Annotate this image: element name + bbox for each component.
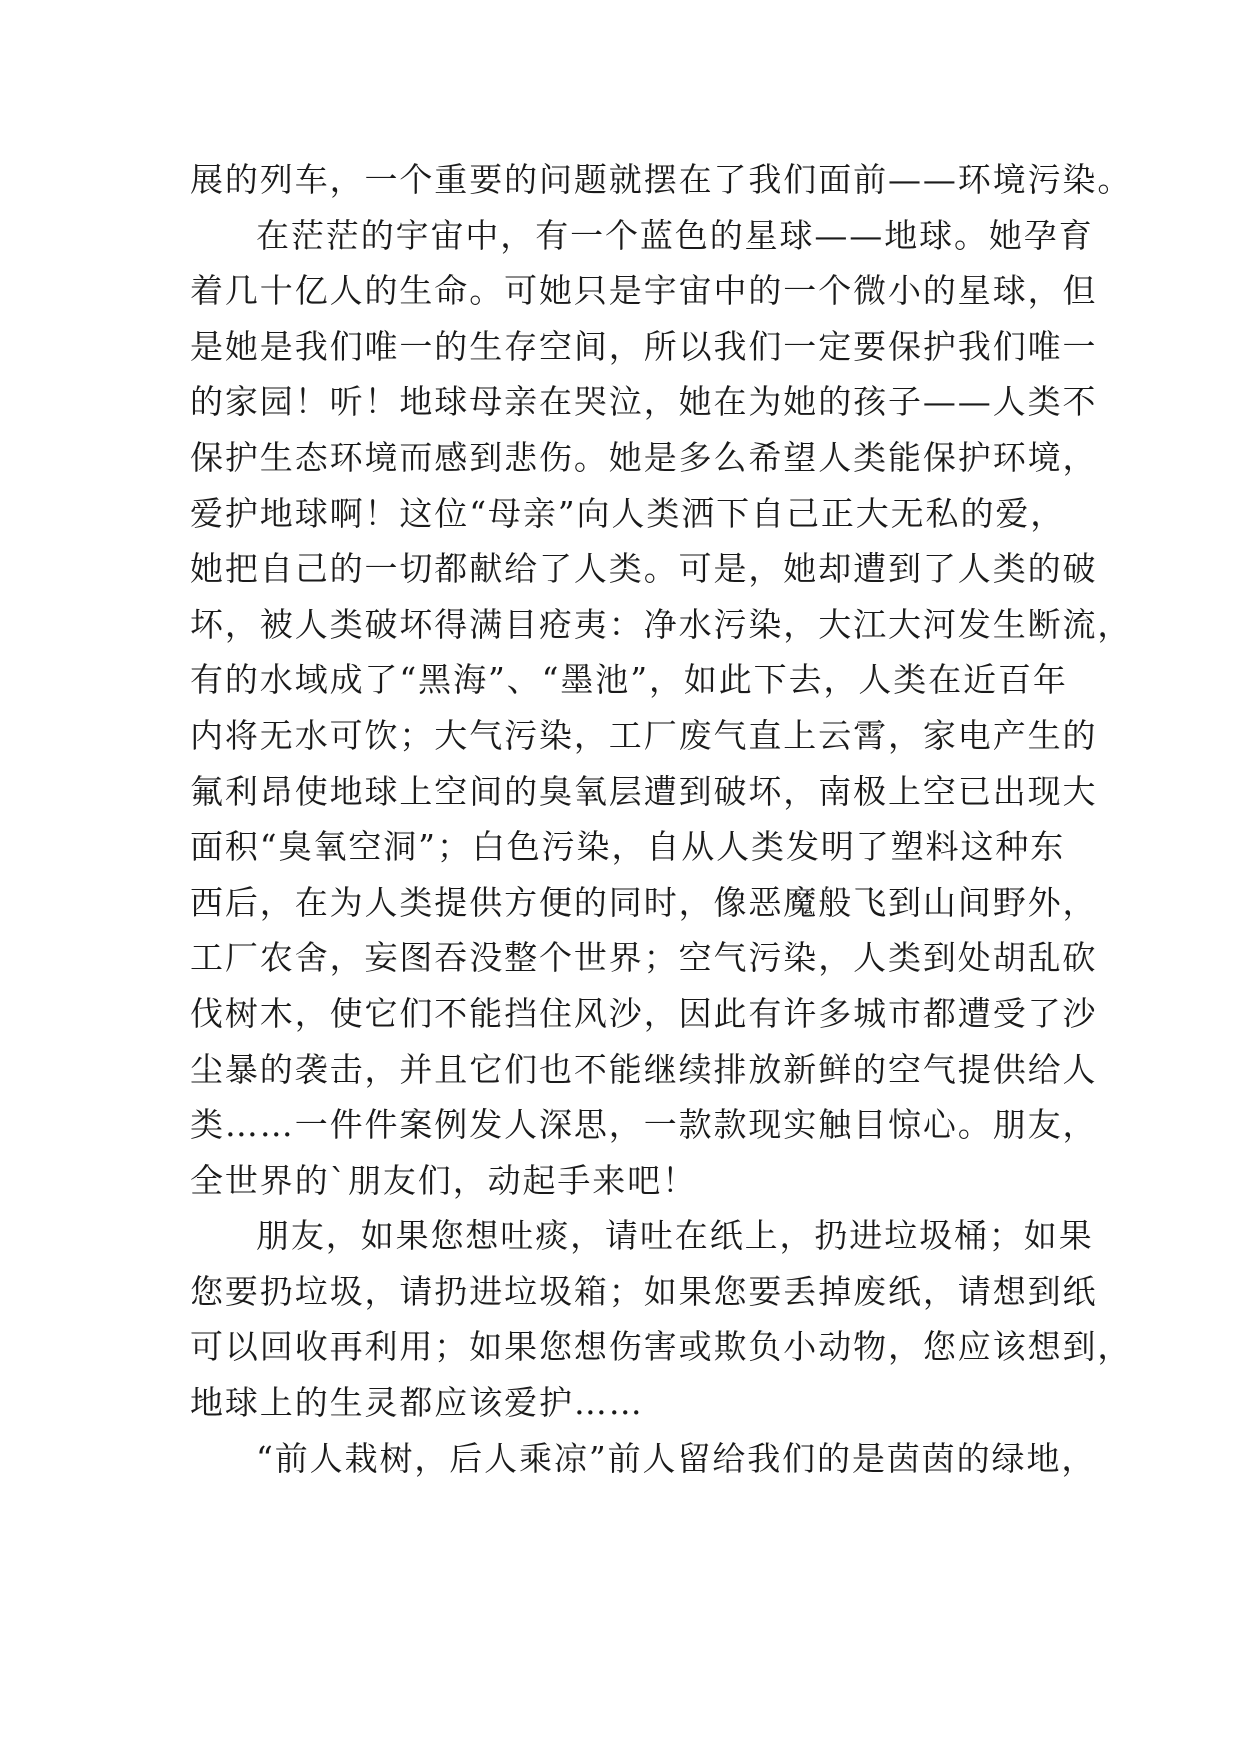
text-line: 坏，被人类破坏得满目疮夷：净水污染，大江大河发生断流，	[190, 604, 1133, 644]
text-line: 保护生态环境而感到悲伤。她是多么希望人类能保护环境，	[190, 437, 1098, 477]
text-line: 可以回收再利用；如果您想伤害或欺负小动物，您应该想到，	[190, 1327, 1133, 1367]
text-line: 您要扔垃圾，请扔进垃圾箱；如果您要丢掉废纸，请想到纸	[190, 1271, 1098, 1311]
text-line: 类……一件件案例发人深思，一款款现实触目惊心。朋友，	[190, 1105, 1098, 1145]
text-line: 面积“臭氧空洞”；白色污染，自从人类发明了塑料这种东	[190, 827, 1066, 867]
text-line: 她把自己的一切都献给了人类。可是，她却遭到了人类的破	[190, 549, 1098, 589]
text-line: 展的列车，一个重要的问题就摆在了我们面前——环境污染。	[190, 160, 1133, 199]
text-line: 伐树木，使它们不能挡住风沙，因此有许多城市都遭受了沙	[190, 993, 1098, 1033]
text-line: 工厂农舍，妄图吞没整个世界；空气污染，人类到处胡乱砍	[190, 938, 1098, 978]
text-line: 尘暴的袭击，并且它们也不能继续排放新鲜的空气提供给人	[190, 1049, 1098, 1089]
body-text	[190, 152, 1133, 1486]
text-line: 氟利昂使地球上空间的臭氧层遭到破坏，南极上空已出现大	[190, 771, 1098, 811]
text-line: 内将无水可饮；大气污染，工厂废气直上云霄，家电产生的	[190, 715, 1098, 755]
text-line: 地球上的生灵都应该爱护……	[190, 1383, 644, 1423]
text-line: 着几十亿人的生命。可她只是宇宙中的一个微小的星球，但	[190, 271, 1098, 311]
text-line: 全世界的`朋友们，动起手来吧！	[190, 1160, 697, 1200]
text-line: 是她是我们唯一的生存空间，所以我们一定要保护我们唯一	[190, 326, 1098, 366]
text-line: “前人栽树，后人乘凉”前人留给我们的是茵茵的绿地，	[256, 1438, 1097, 1478]
text-line: 的家园！听！地球母亲在哭泣，她在为她的孩子——人类不	[190, 382, 1098, 422]
text-line: 爱护地球啊！这位“母亲”向人类洒下自己正大无私的爱，	[190, 493, 1066, 533]
text-line: 西后，在为人类提供方便的同时，像恶魔般飞到山间野外，	[190, 882, 1098, 922]
text-line: 在茫茫的宇宙中，有一个蓝色的星球——地球。她孕育	[256, 215, 1094, 255]
text-line: 有的水域成了“黑海”、“墨池”，如此下去，人类在近百年	[190, 660, 1068, 700]
text-line: 朋友，如果您想吐痰，请吐在纸上，扔进垃圾桶；如果	[256, 1216, 1094, 1256]
